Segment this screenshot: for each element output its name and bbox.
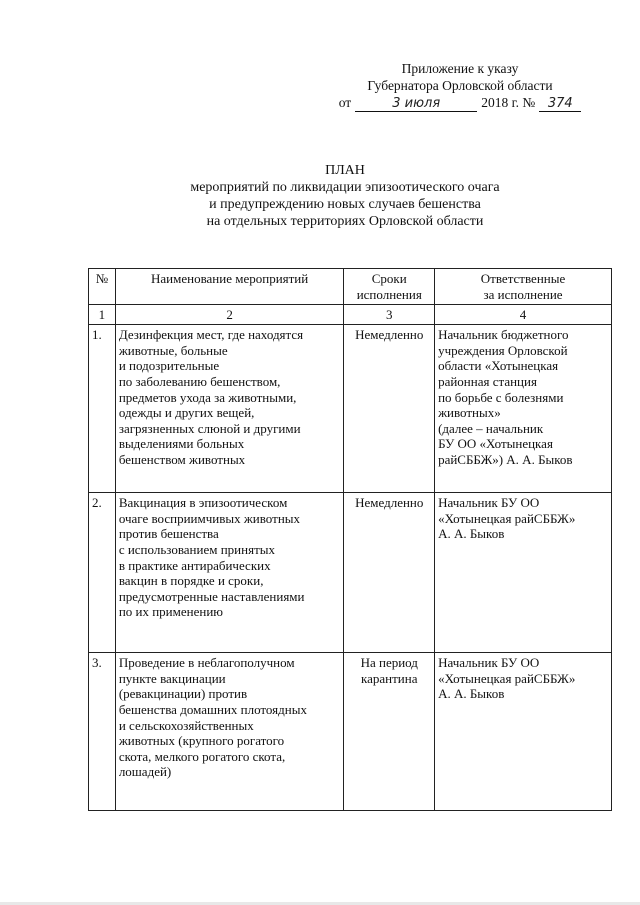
plan-title bbox=[100, 162, 590, 230]
header-responsible: Ответственные за исполнение bbox=[435, 269, 612, 305]
header-name: Наименование мероприятий bbox=[115, 269, 344, 305]
table-row bbox=[89, 493, 612, 653]
row-term: На период карантина bbox=[344, 653, 435, 811]
handwritten-number: 374 bbox=[539, 97, 581, 112]
plan-title-line-1: мероприятий по ликвидации эпизоотического очага bbox=[190, 180, 500, 195]
row-term: Немедленно bbox=[344, 325, 435, 493]
appendix-line-2: Губернатора Орловской области bbox=[367, 78, 553, 93]
year-number-label: 2018 г. № bbox=[481, 95, 536, 110]
table-header-row bbox=[89, 269, 612, 305]
header-term: Сроки исполнения bbox=[344, 269, 435, 305]
row-number: 3. bbox=[89, 653, 116, 811]
from-label: от bbox=[338, 95, 352, 110]
appendix-block bbox=[330, 60, 590, 112]
row-measure: Вакцинация в эпизоотическом очаге восприимчивых животных против бешенства с использованием принятых в практике антирабических вакцин в порядке и сроки, предусмотренные наставлениями по их применению bbox=[115, 493, 344, 653]
handwritten-date: 3 июля bbox=[355, 97, 477, 112]
plan-title-line-2: и предупреждению новых случаев бешенства bbox=[209, 197, 481, 212]
row-measure: Проведение в неблагополучном пункте вакцинации (ревакцинации) против бешенства домашних плотоядных и сельскохозяйственных животных (крупного рогатого скота, мелкого рогатого скота, лошадей) bbox=[115, 653, 344, 811]
table-row bbox=[89, 325, 612, 493]
row-number: 2. bbox=[89, 493, 116, 653]
row-responsible: Начальник БУ ОО «Хотынецкая райСББЖ» А. А. Быков bbox=[435, 493, 612, 653]
column-number-row bbox=[89, 305, 612, 325]
plan-heading: ПЛАН bbox=[325, 163, 365, 178]
appendix-line-1: Приложение к указу bbox=[401, 61, 519, 76]
column-number: 3 bbox=[344, 305, 435, 325]
row-responsible: Начальник бюджетного учреждения Орловской области «Хотынецкая районная станция по борьбе с болезнями животных» (далее – начальник БУ ОО «Хотынецкая райСББЖ») А. А. Быков bbox=[435, 325, 612, 493]
row-measure: Дезинфекция мест, где находятся животные, больные и подозрительные по заболеванию бешенством, предметов ухода за животными, одежды и других вещей, загрязненных слюной и другими выделениями больных бешенством животных bbox=[115, 325, 344, 493]
row-term: Немедленно bbox=[344, 493, 435, 653]
header-number: № bbox=[89, 269, 116, 305]
plan-title-line-3: на отдельных территориях Орловской области bbox=[206, 214, 484, 229]
table-row bbox=[89, 653, 612, 811]
appendix-date-line bbox=[330, 94, 590, 112]
column-number: 2 bbox=[115, 305, 344, 325]
row-number: 1. bbox=[89, 325, 116, 493]
plan-table bbox=[88, 268, 612, 811]
row-responsible: Начальник БУ ОО «Хотынецкая райСББЖ» А. А. Быков bbox=[435, 653, 612, 811]
column-number: 1 bbox=[89, 305, 116, 325]
column-number: 4 bbox=[435, 305, 612, 325]
